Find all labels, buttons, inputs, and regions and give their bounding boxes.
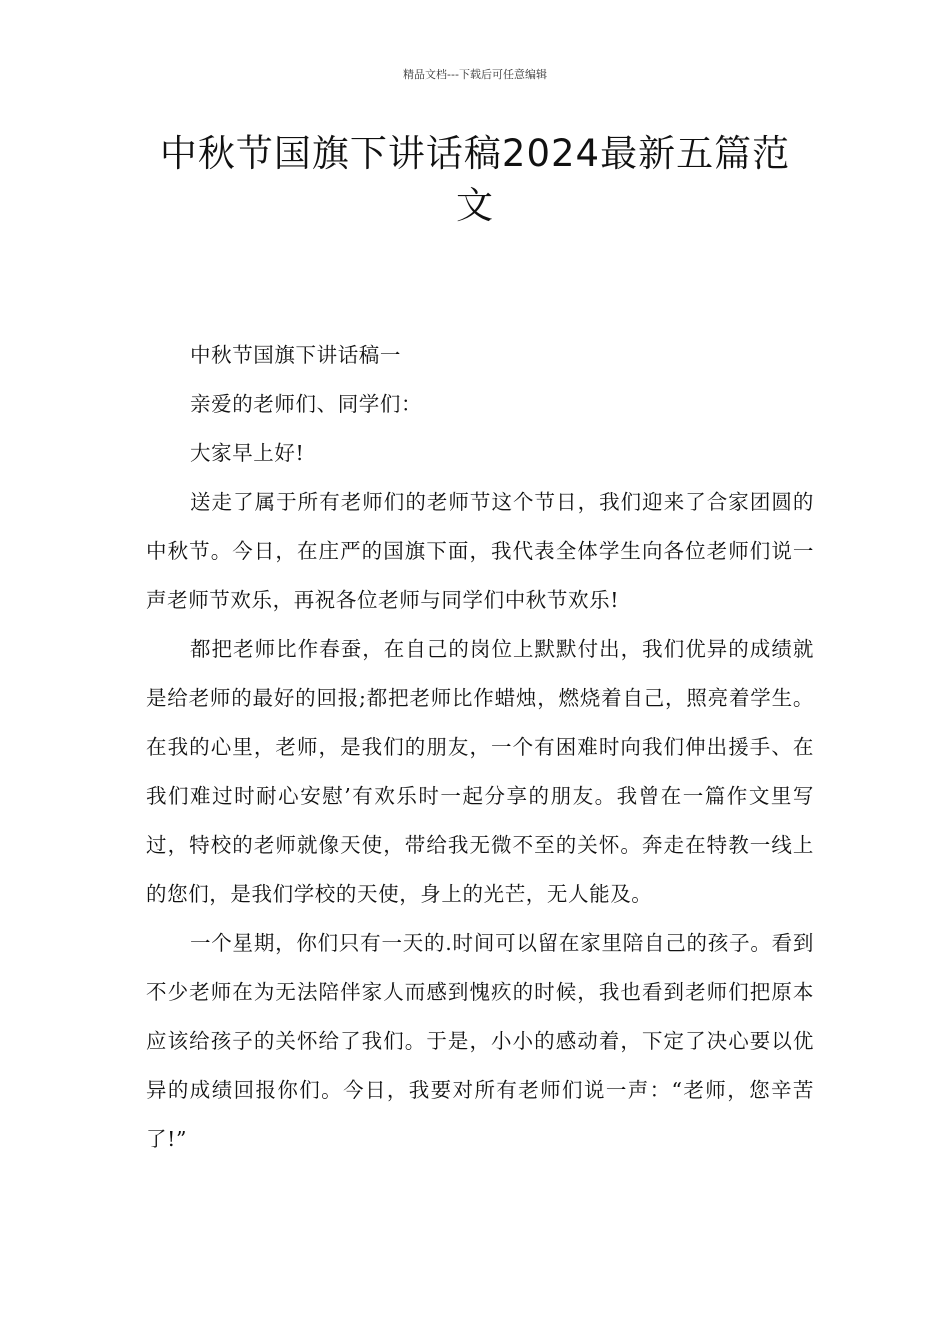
section-heading: 中秋节国旗下讲话稿一: [190, 343, 401, 367]
body-paragraph: 一个星期，你们只有一天的.时间可以留在家里陪自己的孩子。看到不少老师在为无法陪伴家人而感到愧疚的时候，我也看到老师们把原本应该给孩子的关怀给了我们。于是，小小的感动着，下定了决心要以优异的成绩回报你们。今日，我要对所有老师们说一声：“老师，您辛苦了!”: [146, 931, 814, 1151]
salutation: 亲爱的老师们、同学们：: [190, 392, 423, 416]
body-paragraph: 都把老师比作春蚕，在自己的岗位上默默付出，我们优异的成绩就是给老师的最好的回报;都把老师比作蜡烛，燃烧着自己，照亮着学生。在我的心里，老师，是我们的朋友，一个有困难时向我们伸出援手、在我们难过时耐心安慰’有欢乐时一起分享的朋友。我曾在一篇作文里写过，特校的老师就像天使，带给我无微不至的关怀。奔走在特教一线上的您们，是我们学校的天使，身上的光芒，无人能及。: [146, 637, 814, 906]
document-title: 中秋节国旗下讲话稿2024最新五篇范文: [159, 132, 791, 227]
header-note: 精品文档---下载后可任意编辑: [403, 68, 547, 81]
greeting: 大家早上好!: [190, 441, 305, 465]
document-body: [146, 331, 814, 1164]
body-paragraph: 送走了属于所有老师们的老师节这个节日，我们迎来了合家团圆的中秋节。今日，在庄严的国旗下面，我代表全体学生向各位老师们说一声老师节欢乐，再祝各位老师与同学们中秋节欢乐!: [146, 490, 814, 612]
